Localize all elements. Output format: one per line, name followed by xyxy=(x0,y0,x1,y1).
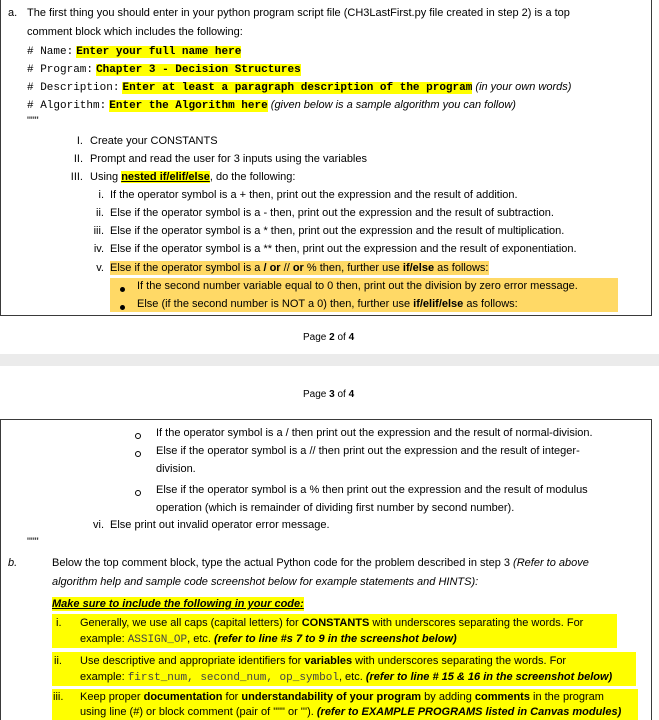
name-key: # Name: xyxy=(27,46,74,58)
step-I-text: Create your CONSTANTS xyxy=(90,135,218,147)
item-iii-num: iii. xyxy=(53,691,64,703)
substep-v-num: v. xyxy=(96,262,104,274)
item-iii-l1d: understandability of your program xyxy=(241,691,422,703)
description-value: Enter at least a paragraph description of the program xyxy=(122,82,473,94)
step-II-num: II. xyxy=(73,153,83,165)
substep-i-text: If the operator symbol is a + then, print out the expression and the result of addition. xyxy=(110,189,518,201)
part-b-intro-1b: (Refer to above xyxy=(513,557,589,569)
v-text-1: Else if the operator symbol is a xyxy=(110,262,264,274)
circle-bullet-1 xyxy=(135,430,141,442)
item-ii-l2a: example: xyxy=(80,671,128,683)
part-a-intro-line1: The first thing you should enter in your python program script file (CH3LastFirst.py file created in step 2) is a top xyxy=(27,7,570,19)
comment-name-line xyxy=(27,44,241,59)
circle-bullet-2 xyxy=(135,448,141,460)
page-2-footer: Page 2 of 4 xyxy=(303,332,355,343)
item-i-l2c: , etc. xyxy=(187,633,215,645)
program-value: Chapter 3 - Decision Structures xyxy=(96,64,301,76)
cont-line-2a: Else if the operator symbol is a // then print out the expression and the result of integer- xyxy=(156,445,580,457)
bullet-2-text xyxy=(137,297,518,311)
item-iii-l1f: comments xyxy=(474,691,530,703)
step-III-num: III. xyxy=(70,171,83,183)
substep-ii-text: Else if the operator symbol is a - then, print out the expression and the result of subtraction. xyxy=(110,207,554,219)
v-text-2: // xyxy=(280,262,293,274)
step-I-num: I. xyxy=(76,135,83,147)
triple-quotes-open: """ xyxy=(27,115,39,127)
substep-i-num: i. xyxy=(98,189,104,201)
item-i-l2d: (refer to line #s 7 to 9 in the screenshot below) xyxy=(214,633,457,645)
part-b-intro-1a: Below the top comment block, type the actual Python code for the problem described in step 3 xyxy=(52,557,514,569)
item-iii-l1b: documentation xyxy=(143,691,223,703)
comment-program-line xyxy=(27,62,301,77)
part-a-label: a. xyxy=(8,7,18,19)
part-b-intro-line1 xyxy=(52,556,589,570)
step-III-pre: Using xyxy=(90,171,122,183)
algorithm-value: Enter the Algorithm here xyxy=(109,100,268,112)
item-i-l1c: with underscores separating the words. For xyxy=(369,617,584,629)
make-sure-heading: Make sure to include the following in your code: xyxy=(52,598,304,610)
substep-vi-text: Else print out invalid operator error message. xyxy=(110,519,330,531)
substep-vi-num: vi. xyxy=(93,519,104,531)
comment-algorithm-line xyxy=(27,98,516,113)
item-ii-num: ii. xyxy=(54,655,62,667)
cont-line-3a: Else if the operator symbol is a % then print out the expression and the result of modulus xyxy=(156,484,588,496)
substep-iii-num: iii. xyxy=(93,225,104,237)
item-i-num: i. xyxy=(56,617,62,629)
substep-iv-text: Else if the operator symbol is a ** then, print out the expression and the result of exponentiation. xyxy=(110,243,577,255)
item-ii-line2 xyxy=(80,670,612,685)
step-III-text xyxy=(90,170,295,184)
item-ii-line1 xyxy=(80,654,566,668)
item-ii-l1b: variables xyxy=(304,655,353,667)
program-key: # Program: xyxy=(27,64,94,76)
part-b-label: b. xyxy=(8,557,18,569)
bullet-dot-2 xyxy=(120,301,125,313)
step-III-bold: nested if/elif/else xyxy=(121,171,210,183)
cont-line-2b: division. xyxy=(156,463,196,475)
triple-quotes-close: """ xyxy=(27,536,39,548)
cont-line-3b: operation (which is remainder of dividing first number by second number). xyxy=(156,502,515,514)
part-a-intro-line2: comment block which includes the following: xyxy=(27,26,243,38)
v-text-4: as follows: xyxy=(434,262,489,274)
description-key: # Description: xyxy=(27,82,120,94)
bullet-dot-1 xyxy=(120,283,125,295)
item-iii-line1 xyxy=(80,690,604,704)
comment-description-line xyxy=(27,80,571,95)
item-i-line1 xyxy=(80,616,583,630)
item-iii-l1c: for xyxy=(222,691,242,703)
bullet-2-c: as follows: xyxy=(463,298,518,310)
item-i-line2 xyxy=(80,632,457,647)
algorithm-note: (given below is a sample algorithm you can follow) xyxy=(270,99,516,111)
item-i-l1b: CONSTANTS xyxy=(301,617,370,629)
substep-ii-num: ii. xyxy=(96,207,104,219)
item-i-l1a: Generally, we use all caps (capital letters) for xyxy=(80,617,302,629)
substep-iii-text: Else if the operator symbol is a * then, print out the expression and the result of multiplication. xyxy=(110,225,565,237)
v-or-1: / or xyxy=(263,262,281,274)
name-value: Enter your full name here xyxy=(76,46,242,58)
v-text-3: % then, further use xyxy=(303,262,403,274)
item-iii-l1g: in the program xyxy=(529,691,604,703)
v-or-2: or xyxy=(292,262,304,274)
substep-v-text xyxy=(110,261,489,275)
substep-iv-num: iv. xyxy=(93,243,104,255)
item-iii-l2a: using line (#) or block comment (pair of """ or '''). xyxy=(80,706,317,718)
item-iii-l1a: Keep proper xyxy=(80,691,144,703)
item-ii-l2b: first_num, second_num, op_symbol xyxy=(127,672,339,684)
item-iii-line2 xyxy=(80,705,621,719)
item-i-l2a: example: xyxy=(80,633,128,645)
page-3-header: Page 3 of 4 xyxy=(303,389,355,400)
cont-line-1: If the operator symbol is a / then print out the expression and the result of normal-division. xyxy=(156,427,593,439)
v-ifelse: if/else xyxy=(402,262,435,274)
item-ii-l1a: Use descriptive and appropriate identifiers for xyxy=(80,655,305,667)
bullet-1-text: If the second number variable equal to 0 then, print out the division by zero error message. xyxy=(137,280,578,292)
item-ii-l2c: , etc. xyxy=(338,671,366,683)
circle-bullet-3 xyxy=(135,487,141,499)
part-b-intro-line2: algorithm help and sample code screenshot below for example statements and HINTS): xyxy=(52,576,479,588)
description-note: (in your own words) xyxy=(475,81,572,93)
item-ii-l1c: with underscores separating the words. For xyxy=(352,655,567,667)
bullet-2-b: if/elif/else xyxy=(413,298,464,310)
item-iii-l2b: (refer to EXAMPLE PROGRAMS listed in Canvas modules) xyxy=(316,706,622,718)
step-III-post: , do the following: xyxy=(209,171,296,183)
item-iii-l1e: by adding xyxy=(421,691,475,703)
item-i-l2b: ASSIGN_OP xyxy=(127,634,188,646)
step-II-text: Prompt and read the user for 3 inputs using the variables xyxy=(90,153,367,165)
bullet-2-a: Else (if the second number is NOT a 0) then, further use xyxy=(137,298,414,310)
item-ii-l2d: (refer to line # 15 & 16 in the screenshot below) xyxy=(365,671,613,683)
algorithm-key: # Algorithm: xyxy=(27,100,107,112)
page-gap xyxy=(0,354,659,366)
